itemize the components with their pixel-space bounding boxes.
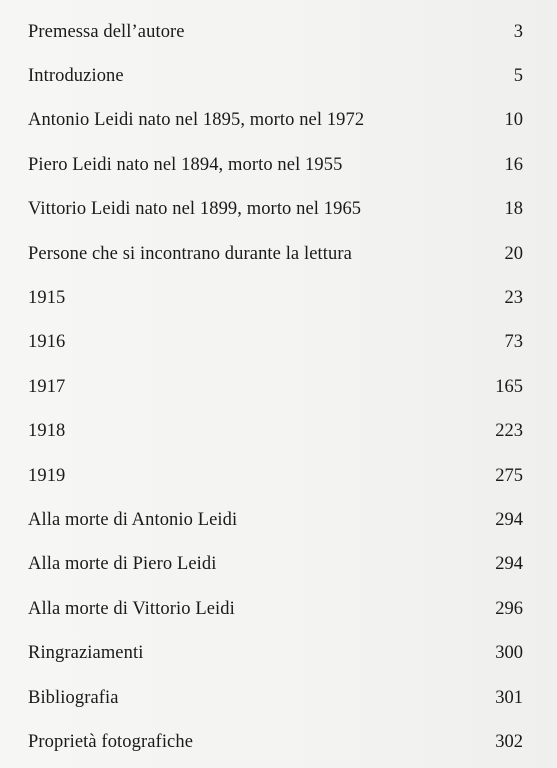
toc-entry [28, 188, 523, 232]
toc-entry [28, 143, 523, 187]
toc-entry-page: 165 [495, 376, 523, 397]
toc-entry-page: 296 [495, 598, 523, 619]
toc-entry-page: 294 [495, 509, 523, 530]
toc-entry-title: Persone che si incontrano durante la lettura [28, 243, 352, 264]
toc-entry [28, 498, 523, 542]
toc-entry [28, 99, 523, 143]
toc-entry [28, 454, 523, 498]
toc-entry-title: Proprietà fotografiche [28, 731, 194, 752]
toc-entry-title: Premessa dell’autore [28, 21, 185, 42]
toc-entry-title: 1915 [28, 288, 66, 309]
toc-entry [28, 676, 523, 720]
toc-entry-title: Introduzione [28, 66, 124, 87]
toc-entry-page: 20 [504, 243, 523, 264]
toc-entry [28, 232, 523, 276]
toc-entry-page: 10 [504, 110, 523, 131]
toc-entry [28, 543, 523, 587]
toc-entry-title: Alla morte di Vittorio Leidi [28, 598, 235, 619]
toc-entry-page: 16 [504, 154, 523, 175]
toc-entry-title: Alla morte di Piero Leidi [28, 554, 217, 575]
toc-entry [28, 276, 523, 320]
toc-entry-page: 73 [504, 332, 523, 353]
toc-entry-page: 5 [513, 66, 523, 87]
toc-entry-title: Vittorio Leidi nato nel 1899, morto nel 1965 [28, 199, 362, 220]
toc-entry-page: 294 [495, 554, 523, 575]
table-of-contents [28, 10, 523, 765]
toc-entry [28, 720, 523, 764]
toc-entry-page: 302 [495, 731, 523, 752]
toc-entry [28, 321, 523, 365]
toc-entry [28, 54, 523, 98]
toc-entry-title: Bibliografia [28, 687, 119, 708]
toc-entry-page: 275 [495, 465, 523, 486]
toc-entry-title: Piero Leidi nato nel 1894, morto nel 1955 [28, 154, 343, 175]
toc-entry [28, 365, 523, 409]
toc-entry [28, 10, 523, 54]
toc-entry-page: 3 [513, 21, 523, 42]
toc-entry-title: Antonio Leidi nato nel 1895, morto nel 1972 [28, 110, 365, 131]
toc-entry-page: 18 [504, 199, 523, 220]
toc-entry [28, 587, 523, 631]
toc-entry-page: 300 [495, 643, 523, 664]
toc-entry-title: 1919 [28, 465, 66, 486]
toc-entry-title: Ringraziamenti [28, 643, 144, 664]
toc-entry [28, 631, 523, 675]
toc-entry-title: 1917 [28, 376, 66, 397]
toc-entry-title: 1918 [28, 421, 66, 442]
toc-entry-page: 223 [495, 421, 523, 442]
toc-entry [28, 410, 523, 454]
toc-entry-title: 1916 [28, 332, 66, 353]
toc-entry-page: 301 [495, 687, 523, 708]
toc-entry-page: 23 [504, 288, 523, 309]
toc-entry-title: Alla morte di Antonio Leidi [28, 509, 238, 530]
